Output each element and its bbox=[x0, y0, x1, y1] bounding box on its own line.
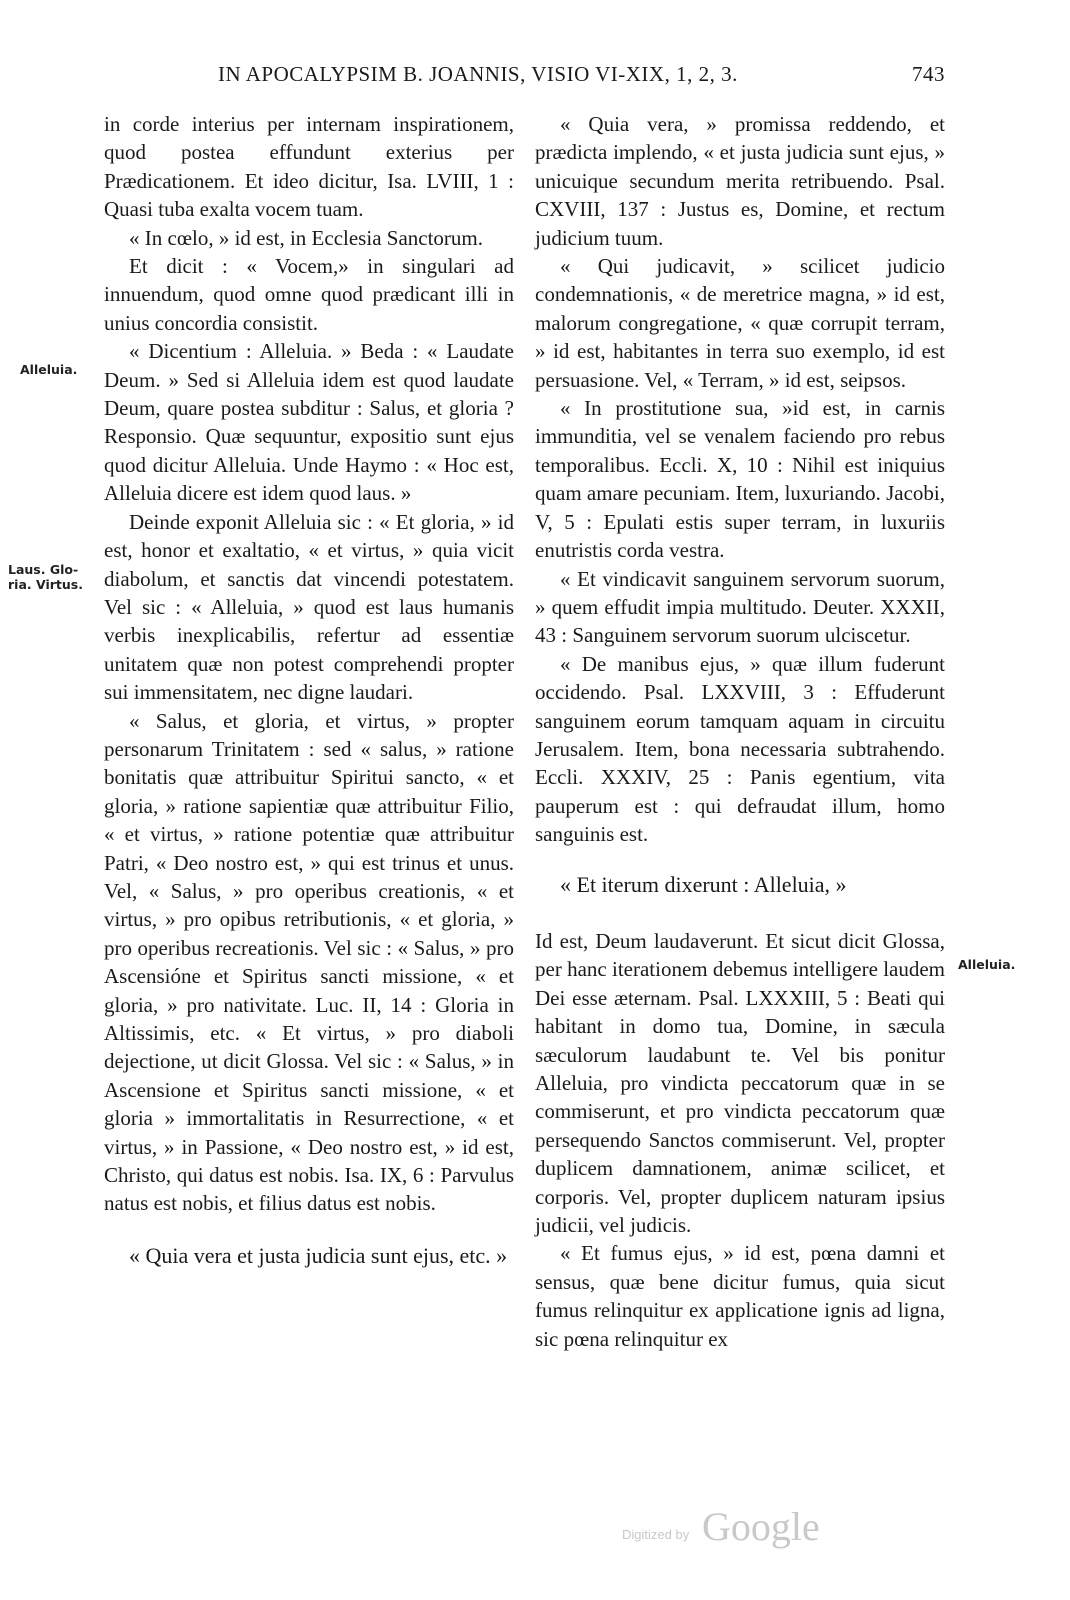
paragraph: « Qui judicavit, » scilicet judicio condemnationis, « de meretrice magna, » id est, malorum congregatione, « quæ corrupit terram, » id est, habitantes in terra suo exemplo, id est persuasione. Vel, « Terram, » id est, seipsos. bbox=[535, 254, 945, 392]
paragraph: Id est, Deum laudaverunt. Et sicut dicit Glossa, per hanc iterationem debemus intelligere laudem Dei esse æternam. Psal. LXXXIII, 5 : Beati qui habitant in domo tua, Domine, in sæcula sæculorum laudabunt te. Vel bis ponitur Alleluia, pro vindicta peccatorum quæ in se commiserunt, et pro vindicta peccatorum quæ persequendo Sanctos commiserunt. Vel, propter duplicem damnationem, animæ scilicet, et corporis. Vel, propter duplicem naturam ipsius judicii, vel judicis. bbox=[535, 928, 945, 1238]
margin-note-alleluia: Alleluia. bbox=[20, 362, 78, 377]
running-header bbox=[100, 60, 945, 92]
margin-note-laus-gloria-virtus: Laus. Glo-ria. Virtus. bbox=[8, 562, 83, 592]
paragraph: Et dicit : « Vocem,» in singulari ad innuendum, quod omne quod prædicant illi in unius concordia consistit. bbox=[104, 254, 514, 335]
paragraph: Deinde exponit Alleluia sic : « Et gloria, » id est, honor et exaltatio, « et virtus, » quia vicit diabolum, et sanctis dat vincendi potestatem. Vel sic : « Alleluia, » quod est laus humanis verbis inexplicabilis, refertur ad essentiæ unitatem quæ non potest comprehendi propter sui immensitatem, nec digne laudari. bbox=[104, 509, 514, 705]
paragraph: « Et vindicavit sanguinem servorum suorum, » quem effudit impia multitudo. Deuter. XXXII, 43 : Sanguinem servorum suorum ulciscetur. bbox=[535, 566, 945, 648]
paragraph: « In cœlo, » id est, in Ecclesia Sanctorum. bbox=[129, 225, 483, 250]
paragraph: « De manibus ejus, » quæ illum fuderunt occidendo. Psal. LXXVIII, 3 : Effuderunt sanguinem eorum tamquam aquam in circuitu Jerusalem. Item, bona necessaria subtrahendo. Eccli. XXXIV, 25 : Panis egentium, vita pauperum est : qui defraudat illum, homo sanguinis est. bbox=[535, 651, 945, 847]
paragraph: « In prostitutione sua, »id est, in carnis immunditia, vel se venalem faciendo pro rebus temporalibus. Eccli. X, 10 : Nihil est iniquius quam amare pecuniam. Item, luxuriando. Jacobi, V, 5 : Epulati estis super terram, in luxuriis enutristis corda vestra. bbox=[535, 396, 945, 563]
paragraph: « Salus, et gloria, et virtus, » propter personarum Trinitatem : sed « salus, » ratione bonitatis quæ attribuitur Spiritui sancto, « et gloria, » ratione sapientiæ quæ attribuitur Filio, « et virtus, » ratione potentiæ quæ attribuitur Patri, « Deo nostro est, » qui est trinus et unus. Vel, « Salus, » pro operibus creationis, « et virtus, » pro opibus retributionis, « et gloria, » pro operibus recreationis. Vel sic : « Salus, » pro Ascensióne et Spiritus sancti missione, « et gloria, » pro nativitate. Luc. II, 14 : Gloria in Altissimis, etc. « Et virtus, » pro diaboli dejectione, ut dicit Glossa. Vel sic : « Salus, » in Ascensione et Spiritus sancti missione, « et gloria » immortalitatis in Resurrectione, « et virtus, » in Passione, « Deo nostro est, » id est, Christo, qui datus est nobis. Isa. IX, 6 : Parvulus natus est nobis, et filius datus est nobis. bbox=[104, 708, 514, 1216]
google-watermark bbox=[622, 1503, 842, 1553]
running-title: IN APOCALYPSIM B. JOANNIS, VISIO VI-XIX, 1, 2, 3. bbox=[218, 62, 738, 86]
page-number: 743 bbox=[912, 62, 945, 86]
paragraph: « Dicentium : Alleluia. » Beda : « Laudate Deum. » Sed si Alleluia idem est quod laudate Deum, quare postea subditur : Salus, et gloria ? Responsio. Quæ sequuntur, expositio sunt ejus quod dicitur Alleluia. Unde Haymo : « Hoc est, Alleluia dicere est idem quod laus. » bbox=[104, 339, 514, 506]
left-column bbox=[104, 110, 514, 1294]
margin-note-alleluia-2: Alleluia. bbox=[958, 957, 1016, 972]
paragraph: « Et fumus ejus, » id est, pœna damni et sensus, quæ bene dicitur fumus, quia sicut fumus relinquitur ex applicatione ignis ad ligna, sic pœna relinquitur ex bbox=[535, 1241, 945, 1351]
watermark-google-logo: Google bbox=[702, 1504, 820, 1549]
watermark-digitized-text: Digitized by bbox=[622, 1527, 690, 1542]
right-column bbox=[535, 110, 945, 1353]
paragraph: in corde interius per internam inspirationem, quod postea effundunt exterius per Prædicationem. Et ideo dicitur, Isa. LVIII, 1 : Quasi tuba exalta vocem tuam. bbox=[104, 112, 514, 222]
paragraph: « Quia vera, » promissa reddendo, et prædicta implendo, « et justa judicia sunt ejus, » unicuique secundum merita retribuendo. Psal. CXVIII, 137 : Justus es, Domine, et rectum judicium tuum. bbox=[535, 112, 945, 250]
section-heading: « Et iterum dixerunt : Alleluia, » bbox=[560, 871, 847, 897]
section-heading: « Quia vera et justa judicia sunt ejus, etc. » bbox=[129, 1242, 508, 1268]
